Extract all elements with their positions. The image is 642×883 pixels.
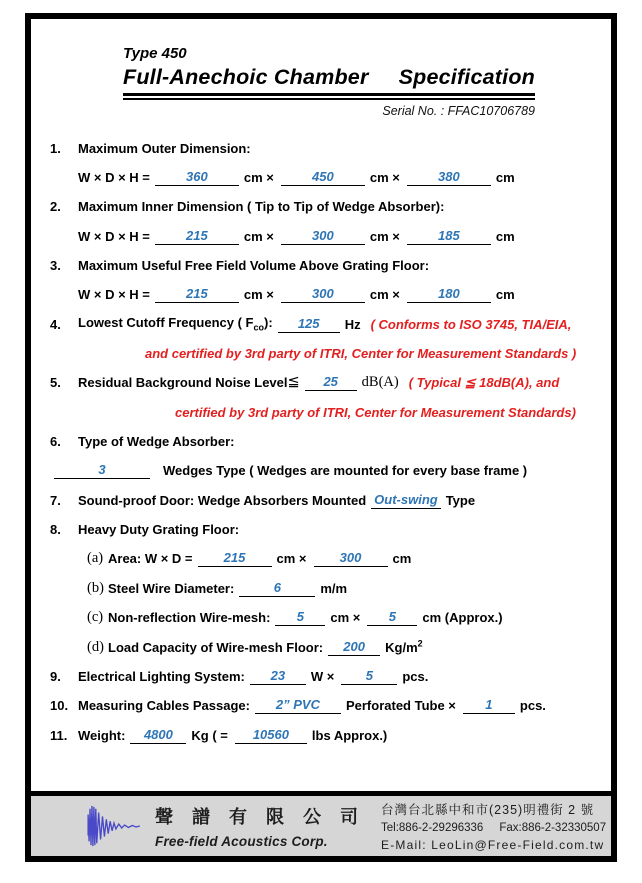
value-blank: 180 [407, 286, 491, 303]
unit-label: cm [495, 287, 515, 303]
value-blank: 300 [314, 550, 388, 567]
spec-item-5 [31, 368, 611, 397]
unit-label: W × [310, 668, 335, 684]
spec-item-11 [31, 720, 611, 749]
item-label: Type of Wedge Absorber: [78, 434, 235, 450]
item-label: Maximum Useful Free Field Volume Above Grating Floor: [78, 258, 430, 274]
value-blank: 25 [305, 374, 357, 391]
title-sub: Specification [398, 65, 535, 89]
unit-label: cm [495, 228, 515, 244]
item-label: Measuring Cables Passage: [78, 698, 250, 714]
decaying-waveform-icon [87, 803, 141, 849]
item-label: Non-reflection Wire-mesh: [108, 610, 271, 626]
value-blank: 6 [239, 580, 315, 597]
spec-item-6-value [31, 456, 611, 485]
item-label: Lowest Cutoff Frequency ( $F_{co}$): [78, 315, 273, 334]
item-number: 5. [50, 375, 61, 391]
page-title [123, 65, 535, 90]
spec-item-3 [31, 251, 611, 280]
sub-item-letter: (b) [87, 579, 104, 596]
compliance-note: certified by 3rd party of ITRI, Center for Measurement Standards) [175, 404, 576, 420]
title-divider [123, 93, 535, 100]
value-blank: 23 [250, 668, 306, 685]
spec-item-9 [31, 662, 611, 691]
spec-item-1-values [31, 163, 611, 192]
serial-number: Serial No. : FFAC10706789 [382, 103, 535, 118]
unit-label: cm [392, 551, 412, 567]
value-blank: 215 [155, 228, 239, 245]
item-number: 11. [50, 727, 68, 743]
unit-label: cm × [369, 170, 400, 186]
contact-block [381, 800, 606, 852]
unit-label: pcs. [519, 698, 546, 714]
spec-item-8c [31, 603, 611, 632]
unit-label: cm × [243, 287, 274, 303]
unit-label: cm [495, 170, 515, 186]
dim-prefix: W × D × H = [78, 170, 150, 186]
item-label: Maximum Outer Dimension: [78, 140, 251, 156]
value-blank: 125 [278, 316, 340, 333]
value-blank: 215 [198, 550, 272, 567]
spec-item-5-note [31, 398, 611, 427]
spec-item-4 [31, 310, 611, 339]
value-blank: 5 [367, 609, 417, 626]
value-blank: 360 [155, 169, 239, 186]
item-label: Maximum Inner Dimension ( Tip to Tip of Wedge Absorber): [78, 199, 445, 215]
unit-label: cm × [243, 170, 274, 186]
unit-label: cm × [243, 228, 274, 244]
item-label: Electrical Lighting System: [78, 668, 245, 684]
spec-list [31, 134, 611, 750]
item-number: 2. [50, 199, 61, 215]
spec-item-4-note [31, 339, 611, 368]
value-blank: 450 [281, 169, 365, 186]
company-address: 台灣台北縣中和市(235)明禮街 2 號 [381, 803, 595, 817]
unit-label: cm × [276, 551, 307, 567]
spec-item-8b [31, 574, 611, 603]
value-blank: 10560 [235, 727, 307, 744]
item-text: Perforated Tube × [345, 698, 456, 714]
item-number: 1. [50, 140, 61, 156]
item-label: Area: W × D = [108, 551, 193, 567]
subscript-co: co [253, 323, 265, 334]
spec-item-7 [31, 486, 611, 515]
spec-sheet-frame [25, 13, 617, 862]
value-blank: Out-swing [371, 492, 441, 509]
tel-fax-line [381, 822, 606, 834]
unit-label: pcs. [402, 668, 429, 684]
unit-label: cm × [330, 610, 361, 626]
dim-prefix: W × D × H = [78, 287, 150, 303]
compliance-note: ( Typical ≦ 18dB(A), and [408, 374, 560, 390]
item-number: 8. [50, 522, 61, 538]
value-blank: 4800 [130, 727, 186, 744]
spec-item-2-values [31, 222, 611, 251]
unit-label: cm × [369, 228, 400, 244]
leq-symbol: ≦ [287, 374, 300, 391]
spec-item-8d [31, 632, 611, 661]
value-blank: 3 [54, 462, 150, 479]
item-text: Kg ( = [191, 727, 228, 743]
header [123, 45, 535, 118]
spec-item-6 [31, 427, 611, 456]
spec-item-8 [31, 515, 611, 544]
item-label: Heavy Duty Grating Floor: [78, 522, 240, 538]
item-text: Wedges Type ( Wedges are mounted for every base frame ) [163, 463, 528, 479]
item-text: Type [445, 492, 476, 508]
item-number: 10. [50, 698, 69, 714]
item-label: Load Capacity of Wire-mesh Floor: [108, 639, 324, 655]
spec-item-2 [31, 192, 611, 221]
value-blank: 5 [275, 609, 325, 626]
item-number: 9. [50, 668, 61, 684]
dim-prefix: W × D × H = [78, 228, 150, 244]
company-block [155, 803, 365, 849]
value-blank: 185 [407, 228, 491, 245]
unit-label: dB(A) [361, 374, 399, 391]
fax-number: Fax:886-2-32330507 [499, 822, 607, 834]
unit-label: m/m [320, 580, 348, 596]
item-number: 3. [50, 258, 61, 274]
spec-item-3-values [31, 280, 611, 309]
unit-label: $Kg/m^2$ [385, 638, 423, 655]
item-number: 6. [50, 434, 61, 450]
value-blank: 2” PVC [255, 697, 341, 714]
email-address: E-Mail: LeoLin@Free-Field.com.tw [381, 838, 605, 852]
item-label: Residual Background Noise Level [78, 375, 288, 391]
sub-item-letter: (c) [87, 609, 104, 626]
compliance-note: and certified by 3rd party of ITRI, Center for Measurement Standards ) [145, 346, 577, 362]
value-blank: 380 [407, 169, 491, 186]
tel-number: Tel:886-2-29296336 [381, 822, 484, 834]
spec-item-1 [31, 134, 611, 163]
footer [31, 791, 611, 856]
value-blank: 215 [155, 286, 239, 303]
unit-label: Hz [344, 316, 361, 332]
item-text: lbs Approx.) [311, 727, 388, 743]
spec-item-10 [31, 691, 611, 720]
item-label: Weight: [78, 727, 126, 743]
unit-label: cm × [369, 287, 400, 303]
sub-item-letter: (d) [87, 638, 104, 655]
value-blank: 300 [281, 228, 365, 245]
company-name-en: Free-field Acoustics Corp. [155, 834, 328, 849]
item-label: Sound-proof Door: Wedge Absorbers Mounted [78, 492, 367, 508]
compliance-note: ( Conforms to ISO 3745, TIA/EIA, [370, 316, 572, 332]
item-label: Steel Wire Diameter: [108, 580, 235, 596]
sub-item-letter: (a) [87, 550, 104, 567]
spec-item-8a [31, 544, 611, 573]
unit-label: cm (Approx.) [422, 610, 503, 626]
value-blank: 300 [281, 286, 365, 303]
value-blank: 5 [341, 668, 397, 685]
value-blank: 1 [463, 697, 515, 714]
company-name-zh: 聲 譜 有 限 公 司 [155, 807, 366, 827]
value-blank: 200 [328, 639, 380, 656]
item-number: 4. [50, 316, 61, 332]
item-number: 7. [50, 492, 61, 508]
title-main: Full-Anechoic Chamber [123, 65, 369, 89]
type-label: Type 450 [123, 45, 187, 62]
